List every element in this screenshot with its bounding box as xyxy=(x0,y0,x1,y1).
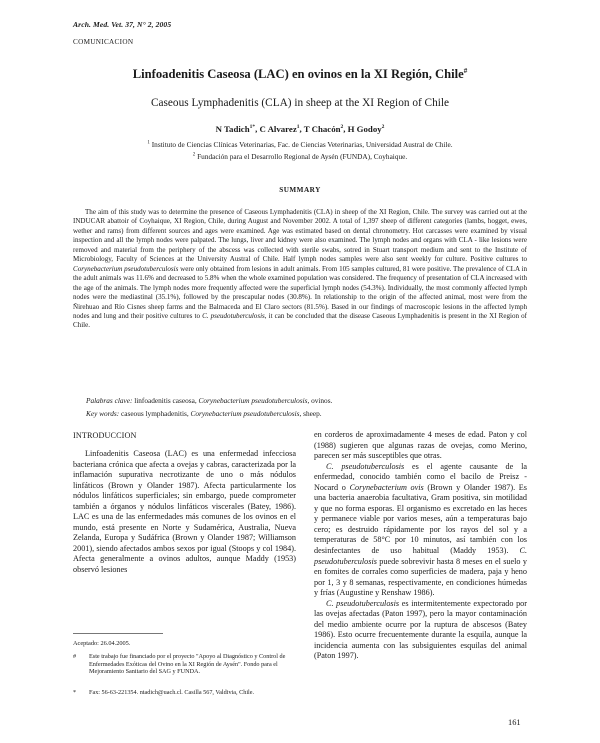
author: T Chacón xyxy=(303,124,341,134)
text-run: caseous lymphadenitis, xyxy=(119,409,191,418)
author-sep: , xyxy=(343,124,348,134)
title-text: Linfoadenitis Caseosa (LAC) en ovinos en la XI Región, Chile xyxy=(132,67,464,82)
italic-term: Corynebacterium pseudotuberculosis xyxy=(190,409,300,418)
affiliation-1 xyxy=(60,140,540,149)
journal-citation: Arch. Med. Vet. 37, N° 2, 2005 xyxy=(73,20,172,29)
text-run: , ovinos. xyxy=(307,396,333,405)
text-run: en corderos de aproximadamente 4 meses de edad. Paton y col (1988) sugieren que algunas razas de ovejas, como Merino, parecen ser más susceptibles que otras. xyxy=(314,430,527,461)
affiliation-sup: 1 xyxy=(147,140,150,146)
author: N Tadich xyxy=(215,124,250,134)
text-run: , sheep. xyxy=(299,409,322,418)
keywords-en xyxy=(86,409,526,418)
italic-term: Corynebacterium pseudotuberculosis xyxy=(198,396,308,405)
author: C Alvarez xyxy=(259,124,297,134)
keywords-es-label: Palabras clave: xyxy=(86,396,133,405)
keywords-en-text xyxy=(119,409,321,418)
affiliation-text: Instituto de Ciencias Clínicas Veterinarias, Fac. de Ciencias Veterinarias, Universidad Austral de Chile. xyxy=(151,140,453,149)
author-sup: 2 xyxy=(381,124,385,131)
affiliation-sup: 2 xyxy=(192,152,196,158)
italic-term: C. pseudotuberculosis xyxy=(314,546,527,566)
article-title xyxy=(60,67,540,82)
text-run: es el agente causante de la enfermedad, conocido también como el bacilo de Preisz - Nocard o xyxy=(314,461,527,492)
affiliation-2 xyxy=(60,152,540,161)
footnote-divider xyxy=(73,633,163,634)
italic-term: Corynebacterium pseudotuberculosis xyxy=(73,264,179,273)
italic-term: C. pseudotuberculosis xyxy=(326,461,405,471)
author-sup: 1* xyxy=(249,124,256,131)
article-subtitle: Caseous Lymphadenitis (CLA) in sheep at the XI Region of Chile xyxy=(150,97,450,109)
keywords-es xyxy=(86,396,526,405)
paragraph xyxy=(314,462,527,599)
text-run: it can be concluded that the disease Caseous Lymphadenitis is present in the XI Region of Chile. xyxy=(73,311,527,330)
accepted-date: Aceptado: 26.04.2005. xyxy=(73,640,131,647)
text-run: (Brown y Olander 1987). Es una bacteria anaerobia facultativa, Gram positiva, sin motilidad y que no forma esporas. El organismo es excretado en las heces y permanece viable por varios meses, aún a temperaturas bajo cero; es destruido rápidamente por los rayos del sol y a temperaturas de 58°C por 10 minutos, así también con los desinfectantes de uso habitual (Maddy 1953). xyxy=(314,482,527,556)
author-sup: 1 xyxy=(296,124,300,131)
footnote-mark: # xyxy=(73,653,77,660)
keywords-en-label: Key words: xyxy=(86,409,120,418)
summary-body xyxy=(73,208,527,331)
affiliation-text: Fundación para el Desarrollo Regional de Aysén (FUNDA), Coyhaique. xyxy=(197,152,408,161)
italic-term: C. pseudotuberculosis, xyxy=(202,311,267,320)
footnote-mark: * xyxy=(73,689,77,696)
text-run: linfoadenitis caseosa, xyxy=(132,396,199,405)
author: H Godoy xyxy=(347,124,382,134)
column-right xyxy=(314,430,527,662)
text-run: Linfoadenitis Caseosa (LAC) es una enfermedad infecciosa bacteriana crónica que afecta a ovejas y cabras, caracterizada por la inflamación supurativa necrotizante de uno o más nódulos linfáticos (Brown y Olander 1987). Afecta particularmente los nódulos linfáticos superficiales; sin embargo, puede comprometer también a órganos y nódulos linfáticos viscerales (Batey, 1986). LAC es una de las enfermedades más comunes de los ovinos en el mundo, está presente en Norte y Sudamérica, Australia, Nueva Zelanda, Europa y Sudáfrica (Brown y Olander 1987; Williamson 2001), siendo afectados ambos sexos por igual (Stoops y col 1984). Afecta generalmente a ovinos adultos, aunque Maddy (1953) observó lesiones xyxy=(73,449,296,575)
paragraph xyxy=(73,449,296,576)
text-run: The aim of this study was to determine the presence of Caseous Lymphadenitis (CLA) in sheep of the XI Region, Chile. The survey was carried out at the INDUCAR abattoir of Coyhaique, XI Region, Chile, during August and November 2002. A total of 1,397 sheep of different categories (lambs, hogget, ewes, wether and rams) from different sources and ages were examined. Age was estimated based on dental chronometry. Hot carcasses were examined by visual inspection and all the lymph nodes were palpated. The lungs, liver and kidney were also examined. The lymph nodes and organs with CLA - like lesions were removed and material from the periphery of the abscess was collected with sterile swabs, sotred in Stuart transport medium and sent to the Institute of Microbiology, Faculty of Sciences at the University Austral of Chile. Half lymph nodes samples were also sent weekly for culture. Positive cultures to xyxy=(73,208,527,264)
paragraph xyxy=(314,599,527,662)
footnote-text: Este trabajo fue financiado por el proyecto "Apoyo al Diagnóstico y Control de Enfermedades Exóticas del Ovino en la XI Región de Aysén". Fondo para el Mejoramiento Sanitario del SAG y FUNDA. xyxy=(89,653,286,676)
page-number: 161 xyxy=(508,718,521,727)
summary-heading: SUMMARY xyxy=(279,186,321,194)
author-sep: , xyxy=(299,124,304,134)
footnote-text: Fax: 56-63-221354. ntadich@uach.cl. Casilla 567, Valdivia, Chile. xyxy=(89,689,255,696)
section-label: COMUNICACION xyxy=(73,38,134,46)
author-sep: , xyxy=(255,124,260,134)
italic-term: Corynebacterium ovis xyxy=(349,482,424,492)
italic-term: C. pseudotuberculosis xyxy=(326,598,400,608)
text-run: es intermitentemente expectorado por las ovejas afectadas (Paton 1997), pero la mayor contaminación del medio ambiente ocurre por la ruptura de abscesos (Batey 1986). Esto ocurre frecuentemente durante la esquila, aunque la incidencia aumenta con las subsiguientes esquilas del animal (Paton 1997). xyxy=(314,598,527,661)
title-footnote-mark: # xyxy=(463,67,468,75)
author-sup: 2 xyxy=(340,124,344,131)
text-run: puede sobrevivir hasta 8 meses en el suelo y en fomites de corrales como superficies de madera, paja y heno por 1, 3 y 8 semanas, respectivamente, en condiciones húmedas y frías (Augustine y Renshaw 1986). xyxy=(314,556,527,598)
section-heading: INTRODUCCION xyxy=(73,431,137,440)
author-list xyxy=(60,124,540,134)
column-left xyxy=(73,449,296,576)
keywords-es-text xyxy=(132,396,332,405)
paragraph xyxy=(314,430,527,462)
text-run: were only obtained from lesions in adult animals. From 105 samples cultured, 81 were positive. The prevalence of CLA in the adult animals was 11.6% and decreased to 5.8% when the whole examined population was considered. The frequency of presentation of CLA increased with the age of the animals. The lymph nodes more frequently affected were the superficial lymph nodes (54.3%). Individually, the most commonly affected lymph nodes were the mediastinal (35.1%), followed by the prescapular nodes (30.8%). In relationship to the origin of the affected animal, most were from the Ñirehuao and Río Cisnes sheep farms and the Balmaceda and El Claro sectors (81.5%). Based in our findings of macroscopic lesions in the affected lymph nodes and lung and their positive cultures to xyxy=(73,264,527,320)
